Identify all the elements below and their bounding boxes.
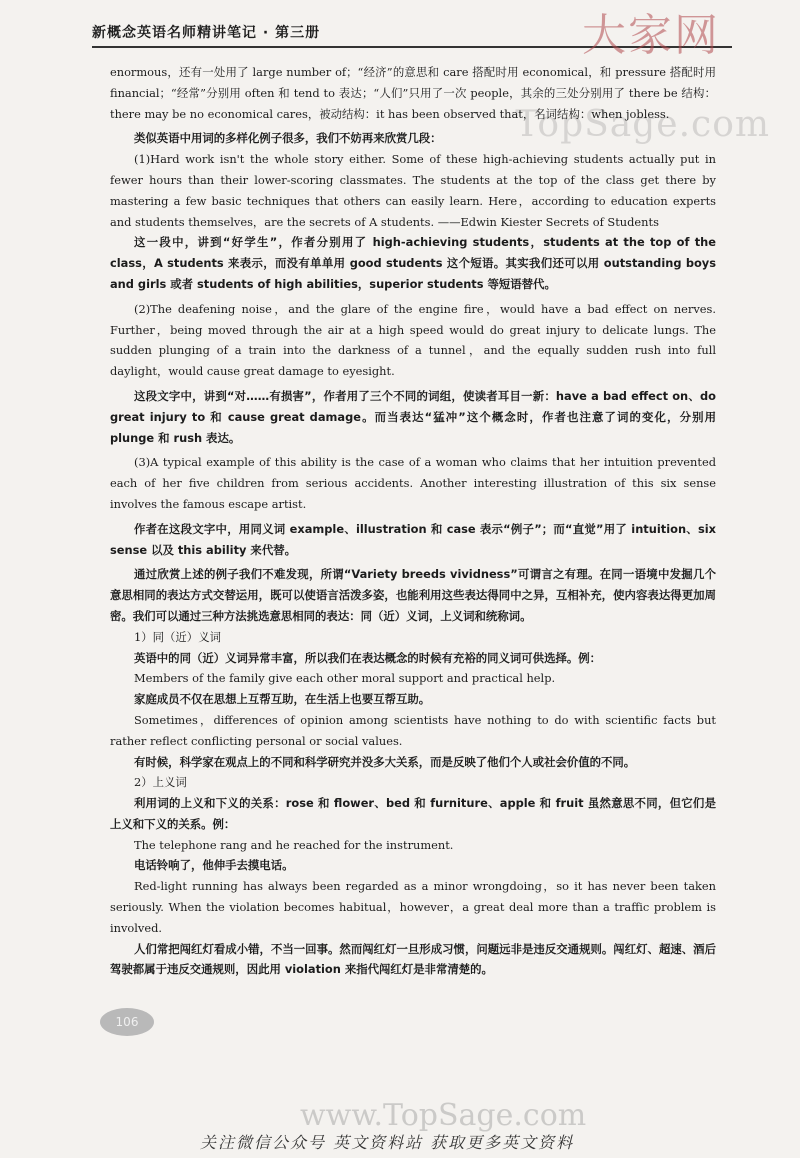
page-number: 106 [100, 1008, 154, 1036]
watermark-footer-site: www.TopSage.com [300, 1098, 587, 1133]
example-paragraph: (3)A typical example of this ability is the case of a woman who claims that her intuition prevented each of her five children from serious accidents. Another interesting illustration of this six sense involves the famous escape artist. [110, 455, 716, 511]
example-paragraph: (2)The deafening noise，and the glare of the engine fire，would have a bad effect on nerves. Further，being moved through the air at a high speed would do great injury to delicate lungs. The sudden plunging of a train into the darkness of a tunnel，and the equally sudden rush into full daylight，would cause great damage to eyesight. [110, 301, 716, 379]
watermark-logo: 大家网 [582, 10, 720, 61]
example-sentence: Sometimes，differences of opinion among scientists have nothing to do with scientific facts but rather reflect conflicting personal or social values. [110, 712, 716, 748]
paragraph: 作者在这段文字中，用同义词 example、illustration 和 case 表示“例子”；而“直觉”用了 intuition、six sense 以及 this ability 来代替。 [110, 521, 716, 557]
handwritten-footer-note: 关注微信公众号 英文资料站 获取更多英文资料 [200, 1133, 575, 1152]
paragraph: 这段文字中，讲到“对……有损害”，作者用了三个不同的词组，使读者耳目一新：have a bad effect on、do great injury to 和 cause great damage。而当表达“猛冲”这个概念时，作者也注意了词的变化，分别用 plunge 和 rush 表达。 [110, 388, 716, 445]
translation: 家庭成员不仅在思想上互帮互助，在生活上也要互帮互助。 [134, 692, 431, 707]
page-body [110, 62, 716, 980]
example-sentence: Members of the family give each other moral support and practical help. [134, 671, 556, 686]
example-sentence: Red-light running has always been regarded as a minor wrongdoing，so it has never been taken seriously. When the violation becomes habitual，however，a great deal more than a traffic problem is involved. [110, 879, 716, 935]
translation: 有时候，科学家在观点上的不同和科学研究并没多大关系，而是反映了他们个人或社会价值的不同。 [134, 754, 636, 769]
example-paragraph: (1)Hard work isn't the whole story either. Some of these high-achieving students actually put in fewer hours than their lower-scoring classmates. The students at the top of the class get there by mastering a few basic techniques that others can easily learn. Here，according to education experts and students themselves，are the secrets of A students. ——Edwin Kiester Secrets of Students [110, 152, 716, 229]
translation: 电话铃响了，他伸手去摸电话。 [134, 858, 294, 873]
paragraph: enormous，还有一处用了 large number of；“经济”的意思和 care 搭配时用 economical，和 pressure 搭配时用 financial；“经常”分别用 often 和 tend to 表达；“人们”只用了一次 people，其余的三处分别用了 there be 结构：there may be no economical cares，被动结构：it has been observed that，名词结构：when jobless. [110, 65, 716, 121]
section-heading: 1）同（近）义词 [134, 629, 221, 644]
section-heading: 2）上义词 [134, 775, 187, 790]
paragraph: 类似英语中用词的多样化例子很多，我们不妨再来欣赏几段： [134, 131, 442, 146]
paragraph: 这一段中，讲到“好学生”，作者分别用了 high-achieving students，students at the top of the class，A students 来表示，而没有单单用 good students 这个短语。其实我们还可以用 outstanding boys and girls 或者 students of high abilities，superior students 等短语替代。 [110, 235, 716, 291]
watermark-site: TopSage.com [515, 104, 770, 145]
paragraph: 利用词的上义和下义的关系：rose 和 flower、bed 和 furniture、apple 和 fruit 虽然意思不同，但它们是上义和下义的关系。例： [110, 796, 716, 831]
running-header: 新概念英语名师精讲笔记 · 第三册 [92, 20, 732, 48]
paragraph: 英语中的同（近）义词异常丰富，所以我们在表达概念的时候有充裕的同义词可供选择。例： [134, 650, 602, 665]
paragraph: 通过欣赏上述的例子我们不难发现，所谓“Variety breeds vividness”可谓言之有理。在同一语境中发掘几个意思相同的表达方式交替运用，既可以使语言活泼多姿，也能利用这些表达得同中之异，互相补充，使内容表达得更加周密。我们可以通过三种方法挑选意思相同的表达：同（近）义词，上义词和统称词。 [110, 567, 716, 623]
translation: 人们常把闯红灯看成小错，不当一回事。然而闯红灯一旦形成习惯，问题远非是违反交通规则。闯红灯、超速、酒后驾驶都属于违反交通规则，因此用 violation 来指代闯红灯是非常清楚的。 [110, 941, 716, 977]
example-sentence: The telephone rang and he reached for the instrument. [134, 837, 454, 852]
